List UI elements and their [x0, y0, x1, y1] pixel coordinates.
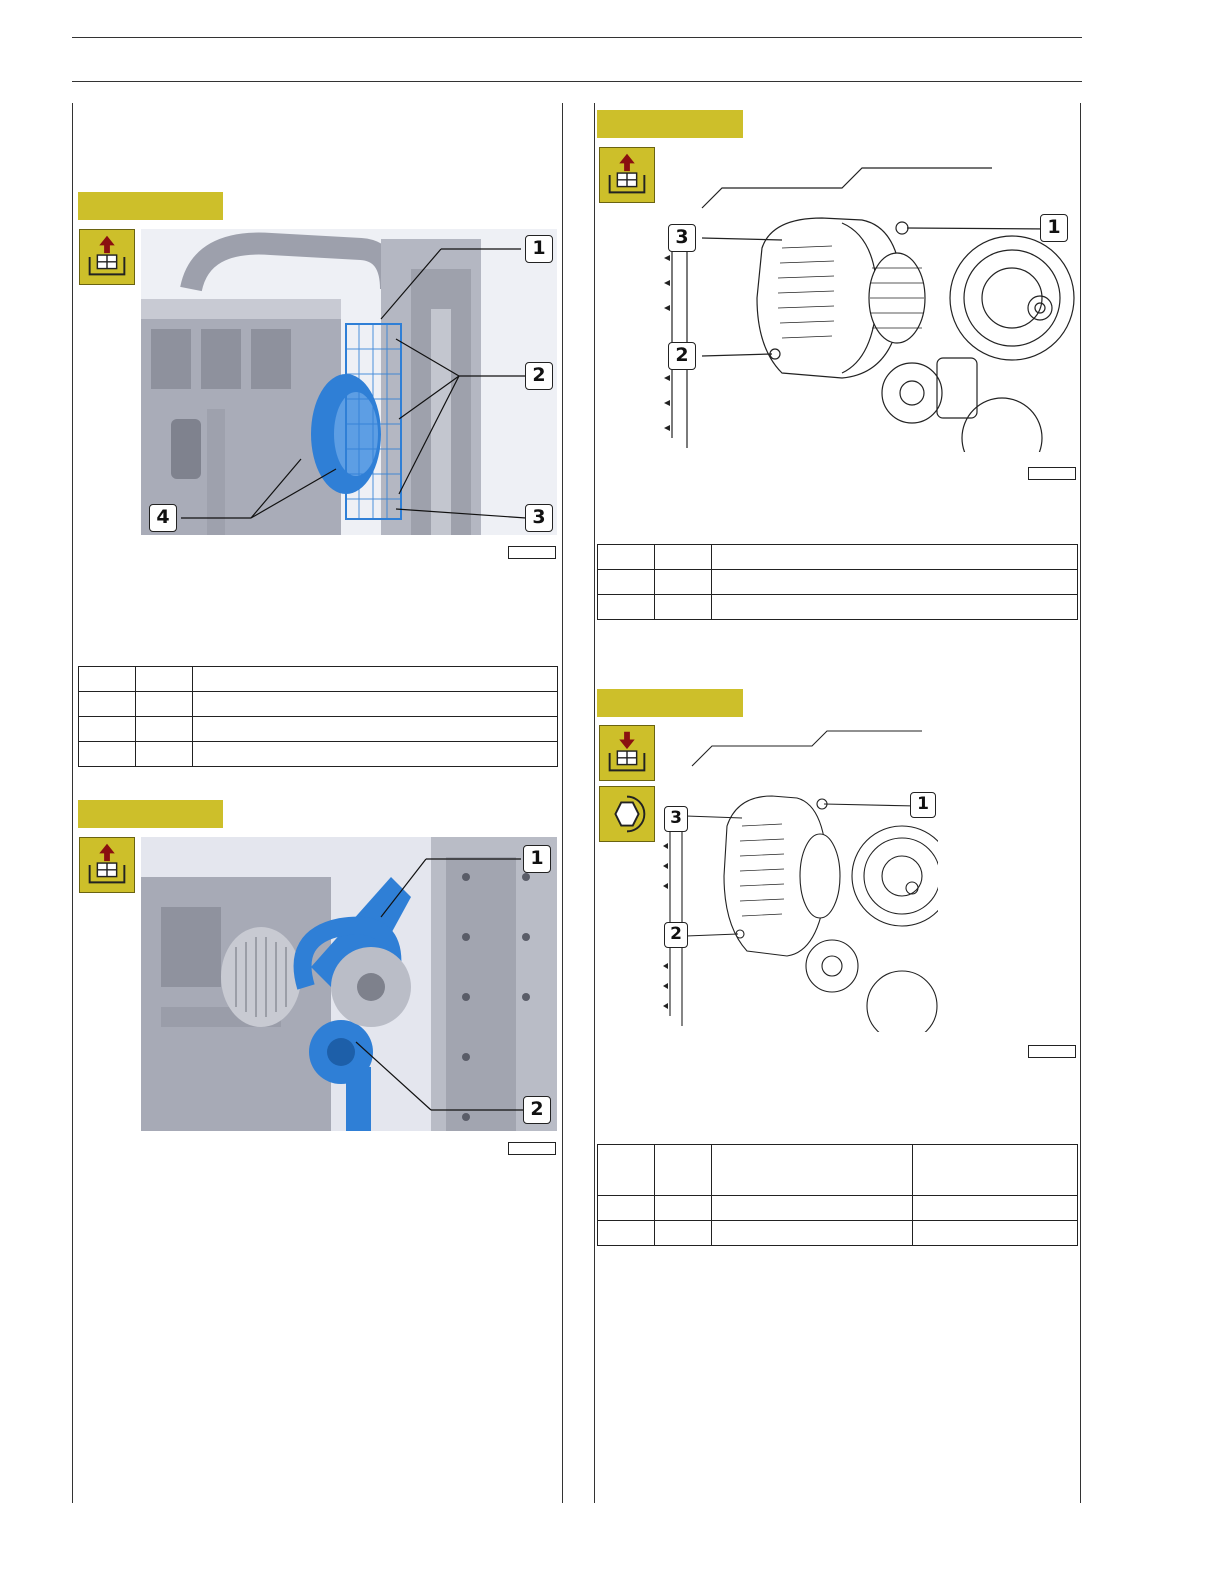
table-row: [79, 667, 558, 692]
table-row: [598, 1221, 1078, 1246]
callout-2: 2: [523, 1096, 551, 1124]
callout-1: 1: [523, 845, 551, 873]
table-row: [79, 717, 558, 742]
callout-3: 3: [525, 504, 553, 532]
callout-1: 1: [910, 792, 936, 818]
right-column-rule: [1080, 103, 1081, 1503]
section-banner-3: [597, 110, 743, 138]
figure-number-box: [508, 546, 556, 559]
left-column-rule: [72, 103, 73, 1503]
table-row: [79, 692, 558, 717]
callout-3: 3: [668, 224, 696, 252]
table-header-row: [598, 1145, 1078, 1196]
parts-table-1: [78, 666, 558, 767]
section-banner-2: [78, 800, 223, 828]
torque-icon: [599, 786, 655, 842]
torque-table: [597, 1144, 1078, 1246]
table-row: [598, 1196, 1078, 1221]
figure-number-box: [1028, 1045, 1076, 1058]
center-rule-left: [562, 103, 563, 1503]
figure-alternator-refit: [662, 726, 938, 1032]
table-row: [598, 545, 1078, 570]
callout-2: 2: [525, 362, 553, 390]
figure-number-box: [1028, 467, 1076, 480]
refit-icon: [599, 725, 655, 781]
callout-1: 1: [1040, 214, 1068, 242]
figure-radiator-shroud: [141, 229, 557, 535]
table-row: [79, 742, 558, 767]
removal-icon: [79, 229, 135, 285]
figure-number-box: [508, 1142, 556, 1155]
header-rule-bottom: [72, 81, 1082, 82]
parts-table-2: [597, 544, 1078, 620]
callout-1: 1: [525, 235, 553, 263]
center-rule-right: [594, 103, 595, 1503]
figure-belt: [141, 837, 557, 1131]
callout-3: 3: [664, 806, 688, 832]
figure-alternator-removal: [662, 148, 1076, 452]
callout-2: 2: [664, 922, 688, 948]
table-row: [598, 595, 1078, 620]
removal-icon: [599, 147, 655, 203]
section-banner-4: [597, 689, 743, 717]
callout-4: 4: [149, 504, 177, 532]
table-row: [598, 570, 1078, 595]
callout-2: 2: [668, 342, 696, 370]
section-banner-1: [78, 192, 223, 220]
header-rule-top: [72, 37, 1082, 38]
removal-icon: [79, 837, 135, 893]
